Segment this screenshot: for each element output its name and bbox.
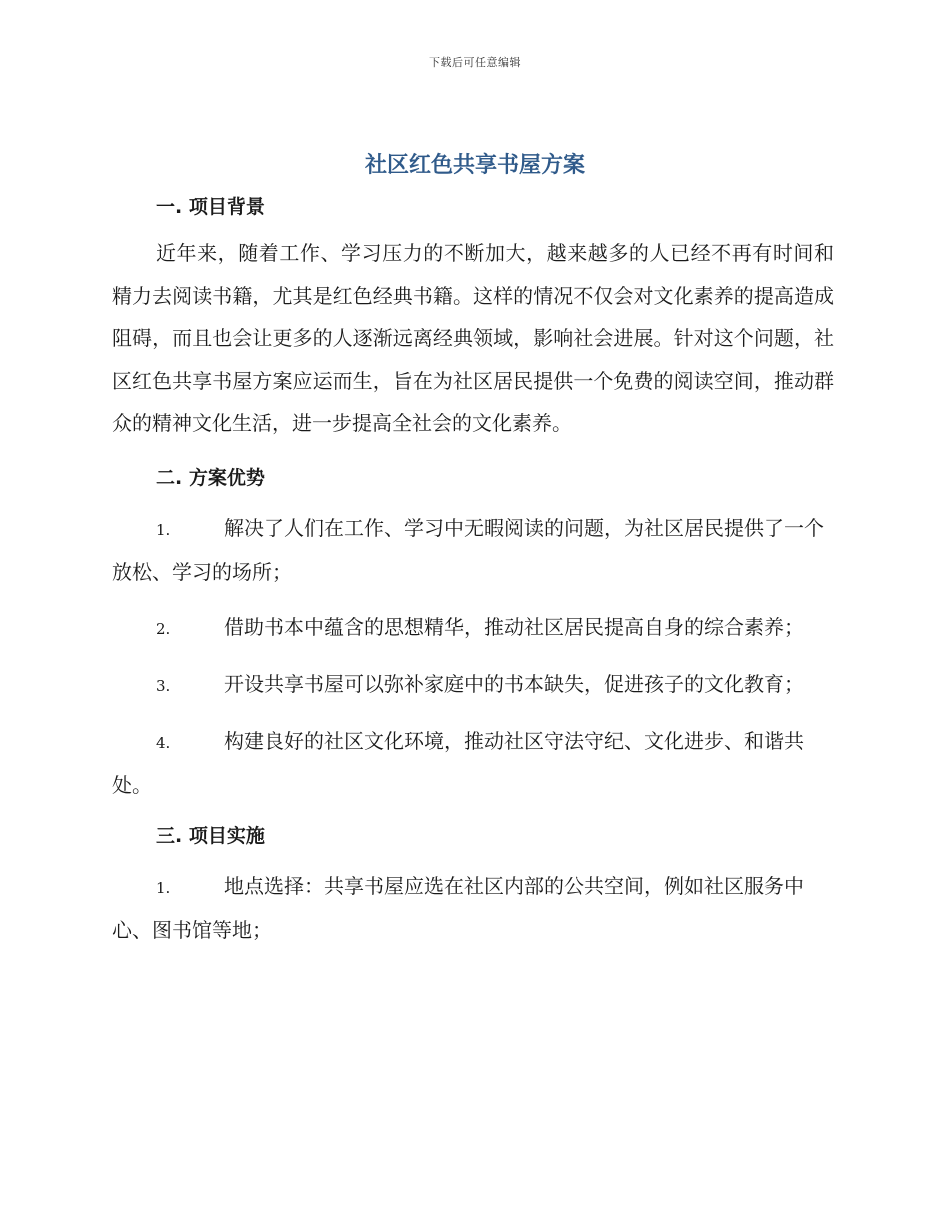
document-title: 社区红色共享书屋方案 xyxy=(364,153,585,178)
list-item xyxy=(112,865,834,951)
list-item xyxy=(112,720,834,806)
list-text: 地点选择：共享书屋应选在社区内部的公共空间，例如社区服务中心、图书馆等地； xyxy=(112,873,804,942)
list-item xyxy=(112,507,834,593)
section-heading-background: 一. 项目背景 xyxy=(156,196,265,218)
list-text: 构建良好的社区文化环境，推动社区守法守纪、文化进步、和谐共处。 xyxy=(112,728,804,797)
list-item xyxy=(112,663,834,707)
list-number: 1. xyxy=(156,878,171,897)
list-number: 4. xyxy=(156,733,171,752)
section-heading-advantages: 二. 方案优势 xyxy=(156,466,265,489)
document-body xyxy=(112,190,834,964)
list-number: 3. xyxy=(156,676,171,695)
header-note: 下载后可任意编辑 xyxy=(429,56,521,69)
section-heading-implementation: 三. 项目实施 xyxy=(156,824,265,847)
list-number: 1. xyxy=(156,520,171,539)
list-text: 开设共享书屋可以弥补家庭中的书本缺失，促进孩子的文化教育； xyxy=(224,671,804,696)
list-item xyxy=(112,606,834,650)
advantages-list xyxy=(112,507,834,806)
background-paragraph: 近年来，随着工作、学习压力的不断加大，越来越多的人已经不再有时间和精力去阅读书籍，尤其是红色经典书籍。这样的情况不仅会对文化素养的提高造成阻碍，而且也会让更多的人逐渐远离经典领域，影响社会进展。针对这个问题，社区红色共享书屋方案应运而生，旨在为社区居民提供一个免费的阅读空间，推动群众的精神文化生活，进一步提高全社会的文化素养。 xyxy=(112,241,834,435)
implementation-list xyxy=(112,865,834,951)
list-text: 借助书本中蕴含的思想精华，推动社区居民提高自身的综合素养； xyxy=(224,614,804,639)
list-number: 2. xyxy=(156,619,171,638)
list-text: 解决了人们在工作、学习中无暇阅读的问题，为社区居民提供了一个放松、学习的场所； xyxy=(112,515,824,584)
